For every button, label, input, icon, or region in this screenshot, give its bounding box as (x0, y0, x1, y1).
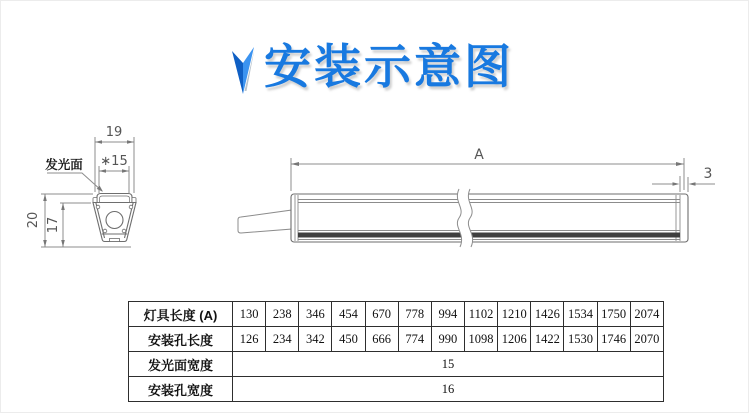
row-label: 安装孔长度 (129, 327, 233, 352)
light-bar-body (291, 189, 688, 247)
cell: 346 (299, 302, 332, 327)
dim-height-20: 20 (26, 211, 41, 229)
dim-width-19: 19 (105, 125, 123, 140)
table-row-lamp-length (129, 302, 664, 327)
cell: 1534 (564, 302, 597, 327)
cell: 1426 (531, 302, 564, 327)
down-arrow-icon (229, 45, 256, 95)
cell: 994 (431, 302, 464, 327)
cell: 1102 (464, 302, 497, 327)
cell: 1746 (597, 327, 630, 352)
dimension-table (128, 301, 664, 402)
cell: 1422 (531, 327, 564, 352)
cell: 1750 (597, 302, 630, 327)
merged-cell: 15 (233, 352, 664, 377)
cell: 778 (398, 302, 431, 327)
cell: 2074 (630, 302, 663, 327)
dim-end-3: 3 (703, 166, 713, 182)
dim-A-lines (291, 158, 684, 191)
cell: 1210 (498, 302, 531, 327)
cell: 990 (431, 327, 464, 352)
merged-cell: 16 (233, 377, 664, 402)
cell: 234 (266, 327, 299, 352)
cell: 670 (365, 302, 398, 327)
cell: 450 (332, 327, 365, 352)
page-title: 安装示意图 (264, 40, 514, 93)
cell: 2070 (630, 327, 663, 352)
cell: 1098 (464, 327, 497, 352)
dim-height-17: 17 (46, 216, 61, 234)
cell: 126 (233, 327, 266, 352)
row-label: 安装孔宽度 (129, 377, 233, 402)
light-surface-label: 发光面 (45, 158, 83, 172)
cross-section-body (93, 194, 136, 242)
cell: 1530 (564, 327, 597, 352)
table-row-surface-width (129, 352, 664, 377)
cell: 666 (365, 327, 398, 352)
cell: 1206 (498, 327, 531, 352)
row-label: 发光面宽度 (129, 352, 233, 377)
cell: 774 (398, 327, 431, 352)
dark-strip (298, 233, 680, 238)
power-cable (238, 210, 292, 233)
cell: 130 (233, 302, 266, 327)
cross-section-drawing (23, 117, 168, 262)
dim-length-A: A (474, 147, 484, 163)
table-row-hole-width (129, 377, 664, 402)
row-label: 灯具长度 (A) (129, 302, 233, 327)
cell: 238 (266, 302, 299, 327)
dim-lens-width-15: ∗15 (100, 154, 128, 169)
cell: 342 (299, 327, 332, 352)
table-row-hole-length (129, 327, 664, 352)
cell: 454 (332, 302, 365, 327)
dimension-arrows (291, 162, 696, 186)
profile-drawing (226, 136, 730, 251)
